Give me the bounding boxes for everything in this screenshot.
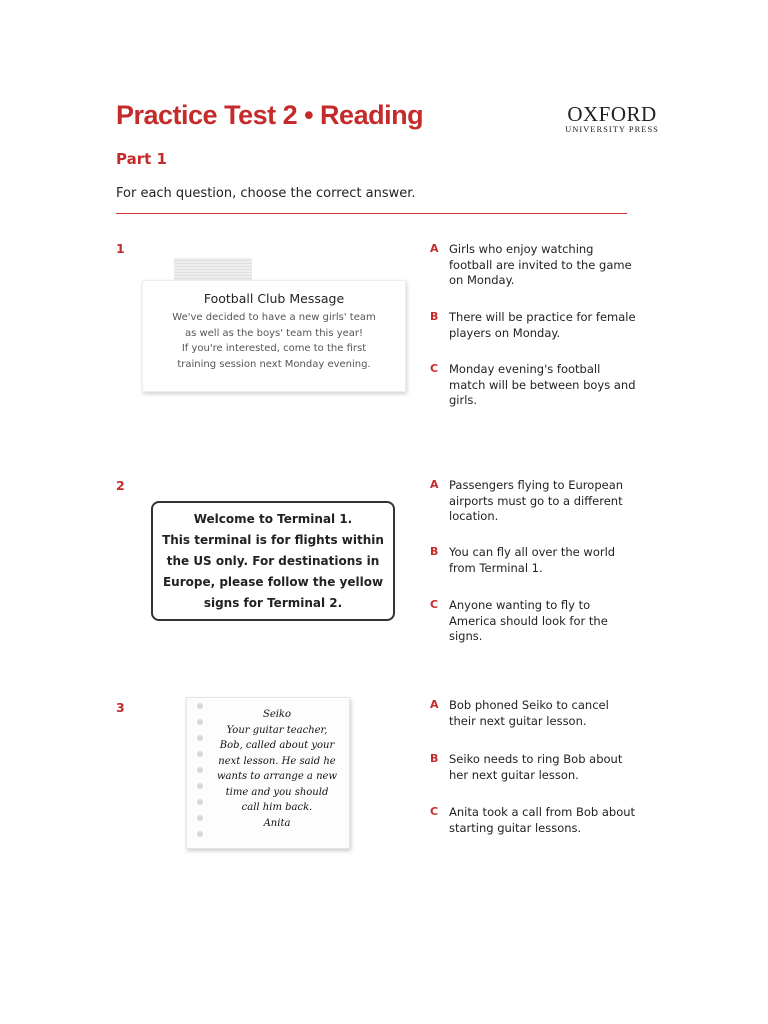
question-3-note [186, 697, 350, 849]
question-2-sign [151, 501, 395, 621]
question-2-number: 2 [116, 478, 125, 493]
notepad-hole [197, 719, 203, 725]
sign-line: This terminal is for flights within [162, 532, 384, 547]
option-letter: B [430, 310, 439, 323]
part-heading: Part 1 [116, 150, 167, 168]
note-line: Bob, called about your [219, 740, 335, 751]
note-line: next lesson. He said he [218, 755, 336, 767]
option-letter: A [430, 478, 439, 491]
option-letter: C [430, 598, 439, 611]
header-divider [116, 213, 627, 214]
notepad-hole [197, 767, 203, 773]
sign-body [159, 509, 387, 614]
option-letter: B [430, 545, 439, 558]
note-line: time and you should [225, 786, 329, 798]
notepad-hole [197, 831, 203, 837]
option-letter: B [430, 752, 439, 765]
sign-line: as well as the boys' team this year! [184, 327, 364, 339]
logo-main-text: OXFORD [567, 102, 657, 126]
notepad-hole [197, 783, 203, 789]
option-letter: A [430, 698, 439, 711]
sign-line: Europe, please follow the yellow [162, 574, 384, 589]
option-text: Passengers flying to European airports must go to a different location. [449, 478, 624, 523]
option-text: You can fly all over the world from Terminal 1. [449, 545, 616, 575]
option-text: Anyone wanting to fly to America should look for the signs. [449, 598, 608, 643]
sign-line: the US only. For destinations in [166, 553, 380, 568]
question-1-number: 1 [116, 241, 125, 256]
page-title: Practice Test 2 • Reading [116, 100, 424, 130]
option-text: Girls who enjoy watching football are invited to the game on Monday. [449, 242, 632, 287]
option-letter: C [430, 805, 439, 818]
question-1-sign [142, 280, 406, 392]
sign-body [154, 310, 394, 372]
sign-line: If you're interested, come to the first [181, 343, 367, 354]
instruction-text: For each question, choose the correct answer. [116, 186, 416, 201]
notepad-hole [197, 751, 203, 757]
notepad-hole [197, 815, 203, 821]
notepad-hole [197, 735, 203, 741]
option-text: Anita took a call from Bob about starting guitar lessons. [449, 805, 636, 835]
sign-title: Football Club Message [203, 291, 345, 306]
sign-line: We've decided to have a new girls' team [172, 312, 376, 323]
note-line: call him back. [241, 802, 313, 813]
option-text: Bob phoned Seiko to cancel their next guitar lesson. [449, 698, 609, 728]
oxford-logo [560, 104, 664, 135]
option-text: Monday evening's football match will be between boys and girls. [449, 362, 636, 407]
option-text: Seiko needs to ring Bob about her next guitar lesson. [449, 752, 623, 782]
option-text: There will be practice for female players on Monday. [449, 310, 636, 340]
question-3-number: 3 [116, 700, 125, 715]
sign-line: Welcome to Terminal 1. [193, 511, 353, 526]
note-line: wants to arrange a new [217, 771, 337, 782]
note-line: Anita [263, 817, 291, 829]
note-body [209, 707, 345, 831]
note-line: Seiko [262, 709, 292, 720]
sign-line: training session next Monday evening. [177, 358, 371, 370]
tape-decoration [174, 258, 252, 282]
notepad-hole [197, 703, 203, 709]
logo-sub-text: UNIVERSITY PRESS [565, 124, 659, 134]
notepad-hole [197, 799, 203, 805]
option-letter: C [430, 362, 439, 375]
sign-line: signs for Terminal 2. [203, 595, 343, 610]
option-letter: A [430, 242, 439, 255]
note-line: Your guitar teacher, [226, 724, 328, 736]
